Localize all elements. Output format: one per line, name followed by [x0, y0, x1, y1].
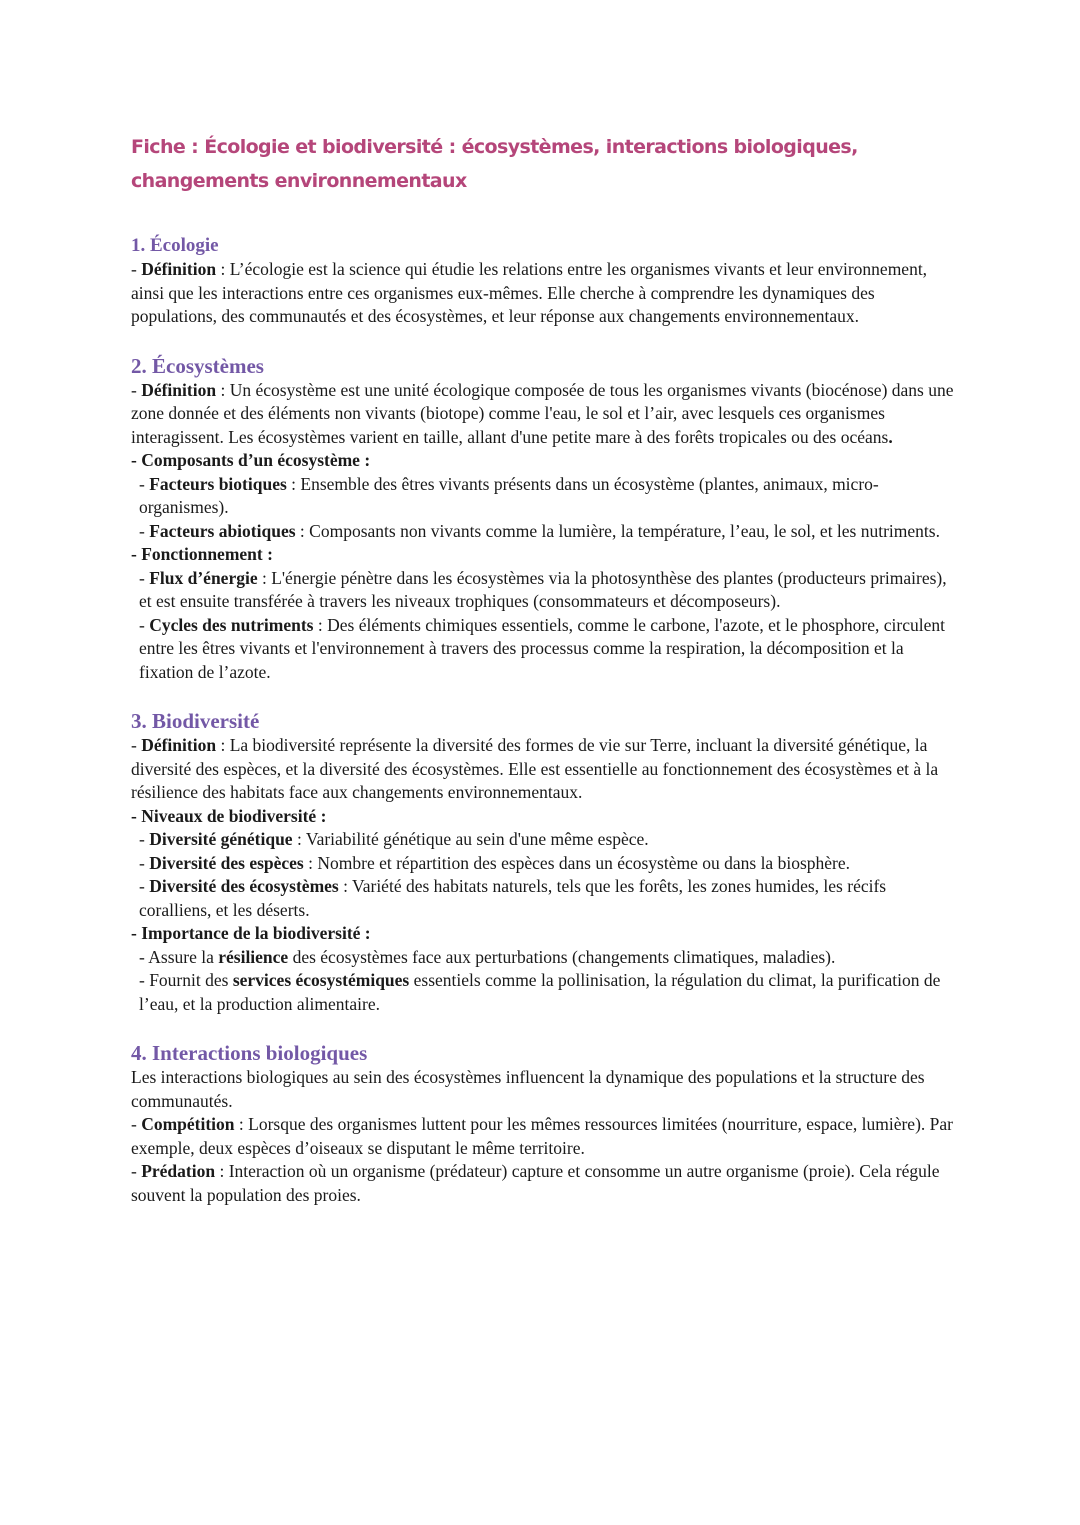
definition-label: Définition: [141, 259, 217, 279]
levels-heading: - Niveaux de biodiversité :: [131, 805, 327, 826]
importance-label: Importance de la biodiversité :: [141, 923, 371, 943]
species-text: Nombre et répartition des espèces dans un écosystème ou dans la biosphère.: [317, 852, 850, 873]
ecosystem-diversity: - Diversité des écosystèmes : Variété des habitats naturels, tels que les forêts, les zones humides, les récifs coralliens, et les déserts.: [139, 876, 887, 920]
functioning-label: Fonctionnement :: [141, 544, 273, 564]
competition-label: Compétition: [141, 1114, 235, 1134]
section-heading-ecosystemes: 2. Écosystèmes: [131, 353, 264, 378]
energy-label: Flux d’énergie: [149, 567, 258, 588]
components-label: Composants d’un écosystème :: [141, 450, 371, 470]
genetic-label: Diversité génétique: [149, 829, 293, 849]
definition-end: .: [888, 426, 893, 447]
definition-paragraph: - Définition : La biodiversité représente la diversité des formes de vie sur Terre, incluant la diversité génétique, la diversité des espèces, et la diversité des écosystèmes. Elle est essentielle au fonctionnement des écosystèmes et à la résilience des habitats face aux changements environnementaux.: [131, 735, 939, 802]
importance-bold: résilience: [218, 946, 289, 967]
biotic-label: Facteurs biotiques: [149, 473, 287, 494]
genetic-text: Variabilité génétique au sein d'une même espèce.: [305, 829, 649, 849]
section-heading-biodiversite: 3. Biodiversité: [131, 709, 260, 733]
section-ecologie: [131, 234, 961, 329]
predation-paragraph: - Prédation : Interaction où un organisme (prédateur) capture et consomme un autre organisme (proie). Cela régule souvent la population des proies.: [131, 1161, 940, 1205]
importance-heading: - Importance de la biodiversité :: [131, 923, 371, 943]
definition-text: L’écologie est la science qui étudie les relations entre les organismes vivants et leur environnement, ainsi que les interactions entre ces organismes eux-mêmes. Elle cherche à comprendre les dynamiques des populations, des communautés et des écosystèmes, et leur réponse aux changements environnementaux.: [131, 259, 928, 326]
biotic-text: Ensemble des êtres vivants présents dans un écosystème (plantes, animaux, micro-organismes).: [139, 473, 879, 517]
importance-text: Assure la: [148, 946, 214, 967]
definition-text: La biodiversité représente la diversité des formes de vie sur Terre, incluant la diversité génétique, la diversité des espèces, et la diversité des écosystèmes. Elle est essentielle au fonctionnement des écosystèmes et à la résilience des habitats face aux changements environnementaux.: [131, 735, 939, 802]
cycles-text: Des éléments chimiques essentiels, comme le carbone, l'azote, et le phosphore, circulent entre les êtres vivants et l'environnement à travers des processus comme la respiration, la décomposition et la fixation de l’azote.: [139, 614, 945, 682]
energy-text: L'énergie pénètre dans les écosystèmes via la photosynthèse des plantes (producteurs primaires), et est ensuite transférée à travers les niveaux trophiques (consommateurs et décomposeurs).: [139, 567, 947, 611]
abiotic-text: Composants non vivants comme la lumière, la température, l’eau, le sol, et les nutriments.: [309, 520, 940, 541]
ecosystem-text: Variété des habitats naturels, tels que les forêts, les zones humides, les récifs coralliens, et les déserts.: [139, 876, 887, 920]
functioning-heading: - Fonctionnement :: [131, 544, 273, 564]
document-title: Fiche : Écologie et biodiversité : écosystèmes, interactions biologiques, changements environnementaux: [131, 136, 858, 192]
definition-paragraph: - Définition : Un écosystème est une unité écologique composée de tous les organismes vivants (biocénose) dans une zone donnée et des éléments non vivants (biotope) comme l'eau, le sol et l’air, avec lesquels ces organismes interagissent. Les écosystèmes varient en taille, allant d'une petite mare à des forêts tropicales ou des océans.: [131, 379, 954, 447]
species-diversity: - Diversité des espèces : Nombre et répartition des espèces dans un écosystème ou dans la biosphère.: [139, 852, 850, 873]
cycles-label: Cycles des nutriments: [149, 614, 314, 635]
biotic-factors: - Facteurs biotiques : Ensemble des êtres vivants présents dans un écosystème (plantes, animaux, micro-organismes).: [139, 473, 879, 517]
importance-bold: services écosystémiques: [232, 970, 410, 990]
section-heading-ecologie: 1. Écologie: [131, 235, 219, 256]
genetic-diversity: - Diversité génétique : Variabilité génétique au sein d'une même espèce.: [139, 829, 649, 849]
interactions-intro: Les interactions biologiques au sein des écosystèmes influencent la dynamique des populations et la structure des communautés.: [131, 1067, 925, 1111]
predation-label: Prédation: [141, 1161, 216, 1181]
abiotic-label: Facteurs abiotiques: [149, 520, 296, 541]
section-biodiversite: [131, 708, 961, 1016]
definition-paragraph: - Définition : L’écologie est la science qui étudie les relations entre les organismes vivants et leur environnement, ainsi que les interactions entre ces organismes eux-mêmes. Elle cherche à comprendre les dynamiques des populations, des communautés et des écosystèmes, et leur réponse aux changements environnementaux.: [131, 259, 928, 326]
definition-label: Définition: [141, 379, 217, 400]
importance-text: essentiels comme la pollinisation, la régulation du climat, la purification de l’eau, et la production alimentaire.: [139, 970, 941, 1014]
importance-text: Fournit des: [149, 970, 229, 990]
definition-label: Définition: [141, 735, 217, 755]
nutrient-cycles: - Cycles des nutriments : Des éléments chimiques essentiels, comme le carbone, l'azote, et le phosphore, circulent entre les êtres vivants et l'environnement à travers des processus comme la respiration, la décomposition et la fixation de l’azote.: [139, 614, 945, 682]
predation-text: Interaction où un organisme (prédateur) capture et consomme un autre organisme (proie). Cela régule souvent la population des proies.: [131, 1161, 940, 1205]
competition-paragraph: - Compétition : Lorsque des organismes luttent pour les mêmes ressources limitées (nourriture, espace, lumière). Par exemple, deux espèces d’oiseaux se disputant le même territoire.: [131, 1114, 953, 1158]
energy-flow: - Flux d’énergie : L'énergie pénètre dans les écosystèmes via la photosynthèse des plantes (producteurs primaires), et est ensuite transférée à travers les niveaux trophiques (consommateurs et décomposeurs).: [139, 567, 947, 611]
components-heading: - Composants d’un écosystème :: [131, 450, 371, 470]
document-content: [131, 130, 961, 1207]
importance-text: des écosystèmes face aux perturbations (changements climatiques, maladies).: [292, 946, 836, 967]
importance-item-services: - Fournit des services écosystémiques essentiels comme la pollinisation, la régulation du climat, la purification de l’eau, et la production alimentaire.: [139, 970, 941, 1014]
importance-item-resilience: - Assure la résilience des écosystèmes face aux perturbations (changements climatiques, maladies).: [139, 946, 836, 967]
abiotic-factors: - Facteurs abiotiques : Composants non vivants comme la lumière, la température, l’eau, le sol, et les nutriments.: [139, 520, 940, 541]
ecosystem-label: Diversité des écosystèmes: [149, 876, 339, 896]
levels-label: Niveaux de biodiversité :: [141, 805, 327, 826]
section-ecosystemes: [131, 353, 961, 685]
competition-text: Lorsque des organismes luttent pour les mêmes ressources limitées (nourriture, espace, lumière). Par exemple, deux espèces d’oiseaux se disputant le même territoire.: [131, 1114, 953, 1158]
definition-text: Un écosystème est une unité écologique composée de tous les organismes vivants (biocénose) dans une zone donnée et des éléments non vivants (biotope) comme l'eau, le sol et l’air, avec lesquels ces organismes interagissent. Les écosystèmes varient en taille, allant d'une petite mare à des forêts tropicales ou des océans: [131, 379, 954, 447]
section-heading-interactions: 4. Interactions biologiques: [131, 1041, 368, 1065]
section-interactions: [131, 1040, 961, 1207]
species-label: Diversité des espèces: [149, 852, 304, 873]
